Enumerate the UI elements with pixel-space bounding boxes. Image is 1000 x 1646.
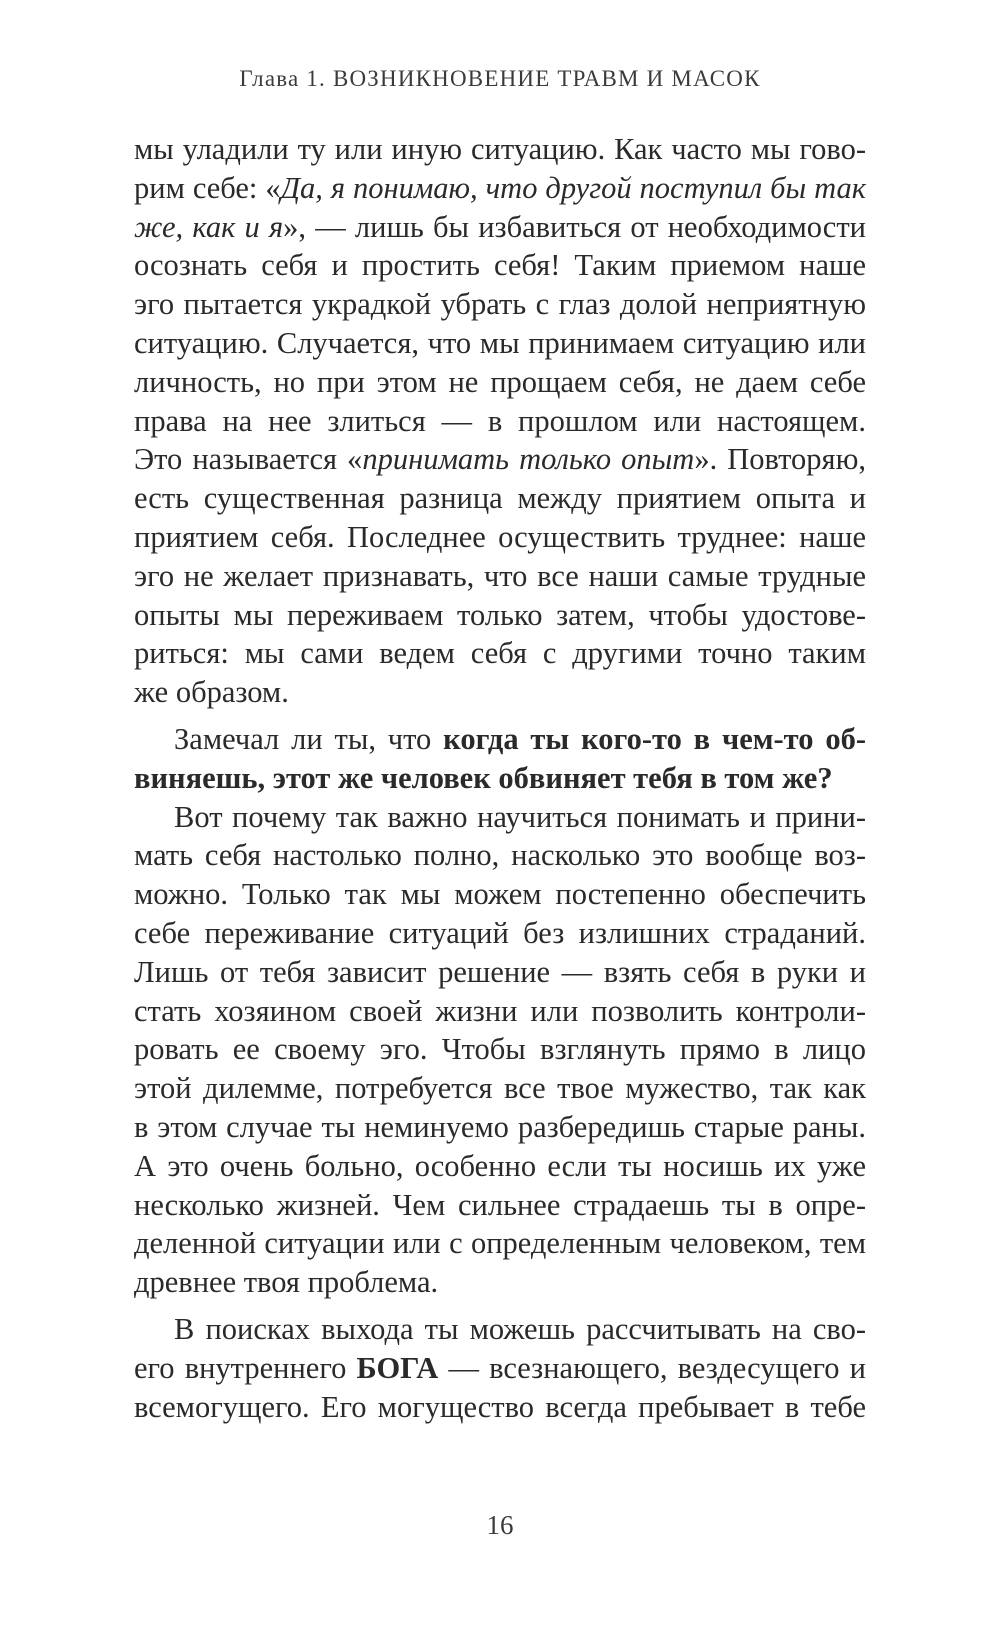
italic-text: же, как и я — [134, 209, 284, 244]
text-line: можно. Только так мы можем постепенно обеспечить — [134, 877, 866, 912]
text-line: права на нее злиться — в прошлом или настоящем. — [134, 403, 866, 438]
text-line: же, как и я», — лишь бы избавиться от необходимости — [134, 209, 866, 244]
text-line: А это очень больно, особенно если ты носишь их уже — [134, 1148, 866, 1183]
page-number: 16 — [486, 1510, 514, 1540]
bold-text: виняешь, этот же человек обвиняет тебя в том же? — [134, 760, 833, 795]
text-line: рим себе: «Да, я понимаю, что другой поступил бы так — [134, 170, 866, 205]
body-text — [134, 130, 866, 1426]
text-line: ситуацию. Случается, что мы принимаем ситуацию или — [134, 325, 866, 360]
text-line — [134, 759, 866, 798]
text-line: Это называется «принимать только опыт». Повторяю, — [134, 442, 866, 477]
text-line: осознать себя и простить себя! Таким приемом наше — [134, 248, 866, 283]
text-line: его внутреннего БОГА — всезнающего, вездесущего и — [134, 1350, 866, 1385]
text-line: эго пытается украдкой убрать с глаз долой неприятную — [134, 287, 866, 322]
text-line: деленной ситуации или с определенным человеком, тем — [134, 1226, 866, 1261]
text-line: личность, но при этом не прощаем себя, не даем себе — [134, 364, 866, 399]
paragraph — [134, 798, 866, 1302]
italic-text: Да, я понимаю, что другой поступил бы так — [280, 170, 866, 205]
bold-text: БОГА — [356, 1350, 439, 1385]
running-header: Глава 1. ВОЗНИКНОВЕНИЕ ТРАВМ И МАСОК — [239, 66, 761, 91]
text-line: есть существенная разница между приятием опыта и — [134, 481, 866, 516]
text-line: мать себя настолько полно, насколько это вообще воз- — [134, 838, 866, 873]
bold-text: когда ты кого-то в чем-то об- — [443, 721, 866, 756]
text-line: древнее твоя проблема. — [134, 1265, 439, 1300]
text-line: опыты мы переживаем только затем, чтобы удостове- — [134, 597, 866, 632]
text-line: этой дилемме, потребуется все твое мужество, так как — [134, 1071, 866, 1106]
text-line: Лишь от тебя зависит решение — взять себя в руки и — [134, 954, 866, 989]
text-line: Замечал ли ты, что когда ты кого-то в чем-то об- — [174, 721, 866, 756]
text-line: мы уладили ту или иную ситуацию. Как часто мы гово- — [134, 132, 866, 166]
text-line: приятием себя. Последнее осуществить труднее: наше — [134, 519, 866, 554]
text-line: риться: мы сами ведем себя с другими точно таким — [134, 636, 866, 671]
text-line: себе переживание ситуаций без излишних страданий. — [134, 915, 866, 950]
text-line: В поисках выхода ты можешь рассчитывать на сво- — [174, 1311, 866, 1346]
text-line: Вот почему так важно научиться понимать и прини- — [174, 799, 866, 834]
text-line: всемогущего. Его могущество всегда пребывает в тебе — [134, 1389, 866, 1424]
text-line: ровать ее своему эго. Чтобы взглянуть прямо в лицо — [134, 1032, 866, 1067]
paragraph — [134, 1310, 866, 1426]
paragraph — [134, 130, 866, 712]
text-line: несколько жизней. Чем сильнее страдаешь ты в опре- — [134, 1187, 866, 1222]
italic-text: принимать только опыт — [362, 442, 695, 477]
text-line: стать хозяином своей жизни или позволить контроли- — [134, 993, 866, 1028]
paragraph — [134, 720, 866, 798]
text-line: эго не желает признавать, что все наши самые трудные — [134, 558, 866, 593]
text-line: же образом. — [134, 675, 289, 710]
text-line: в этом случае ты неминуемо разбередишь старые раны. — [134, 1109, 866, 1144]
